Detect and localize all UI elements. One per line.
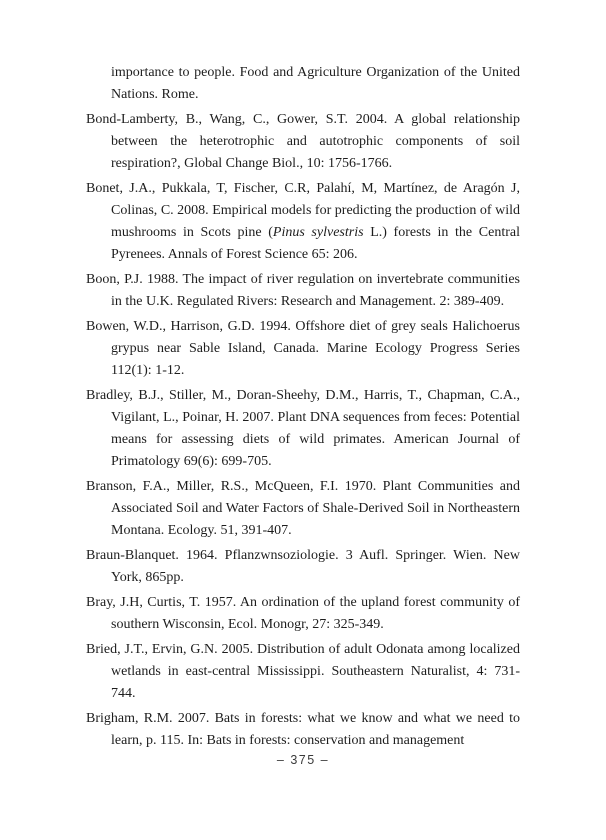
reference-entry — [86, 545, 520, 589]
reference-entry — [86, 269, 520, 313]
text-run: Bradley, B.J., Stiller, M., Doran-Sheehy, D.M., Harris, T., Chapman, C.A., Vigilant, L., Poinar, H. 2007. Plant DNA sequences from feces: Potential means for assessing diets of wild primates. American Journal of Primatology 69(6): 699-705. — [86, 388, 520, 469]
page-number: – 375 – — [276, 753, 330, 767]
reference-continuation: importance to people. Food and Agriculture Organization of the United Nations. Rome. — [111, 65, 520, 102]
references-text-block — [86, 62, 520, 755]
text-run: Branson, F.A., Miller, R.S., McQueen, F.I. 1970. Plant Communities and Associated Soil and Water Factors of Shale-Derived Soil in Northeastern Montana. Ecology. 51, 391-407. — [86, 479, 520, 538]
page-footer — [0, 753, 606, 767]
text-run: Bray, J.H, Curtis, T. 1957. An ordination of the upland forest community of southern Wisconsin, Ecol. Monogr, 27: 325-349. — [86, 595, 520, 632]
species-name-italic-run: Pinus sylvestris — [272, 225, 364, 240]
text-run: Bonet, J.A., Pukkala, T, Fischer, C.R, Palahí, M, Martínez, de Aragón J, Colinas, C. 2008. Empirical models for predicting the production of wild mushrooms in Scots pine ( — [86, 181, 520, 240]
text-run: Bowen, W.D., Harrison, G.D. 1994. Offshore diet of grey seals Halichoerus grypus near Sable Island, Canada. Marine Ecology Progress Series 112(1): 1-12. — [86, 319, 520, 378]
text-run: Bried, J.T., Ervin, G.N. 2005. Distribution of adult Odonata among localized wetlands in east-central Mississippi. Southeastern Naturalist, 4: 731-744. — [86, 642, 520, 701]
reference-entry — [86, 109, 520, 175]
text-run: L.) forests in the Central Pyrenees. Annals of Forest Science 65: 206. — [111, 225, 520, 262]
reference-entry — [86, 316, 520, 382]
reference-entry — [86, 592, 520, 636]
reference-entry — [86, 639, 520, 705]
reference-entry — [86, 476, 520, 542]
reference-entry — [86, 178, 520, 266]
text-run: Braun-Blanquet. 1964. Pflanzwnsoziologie. 3 Aufl. Springer. Wien. New York, 865pp. — [86, 548, 520, 585]
reference-entry — [86, 708, 520, 752]
references-entries — [86, 109, 520, 752]
text-run: Bond-Lamberty, B., Wang, C., Gower, S.T. 2004. A global relationship between the heterotrophic and autotrophic components of soil respiration?, Global Change Biol., 10: 1756-1766. — [86, 112, 520, 171]
reference-entry — [86, 385, 520, 473]
text-run: Boon, P.J. 1988. The impact of river regulation on invertebrate communities in the U.K. Regulated Rivers: Research and Management. 2: 389-409. — [86, 272, 520, 309]
text-run: Brigham, R.M. 2007. Bats in forests: what we know and what we need to learn, p. 115. In: Bats in forests: conservation and management — [86, 711, 520, 748]
